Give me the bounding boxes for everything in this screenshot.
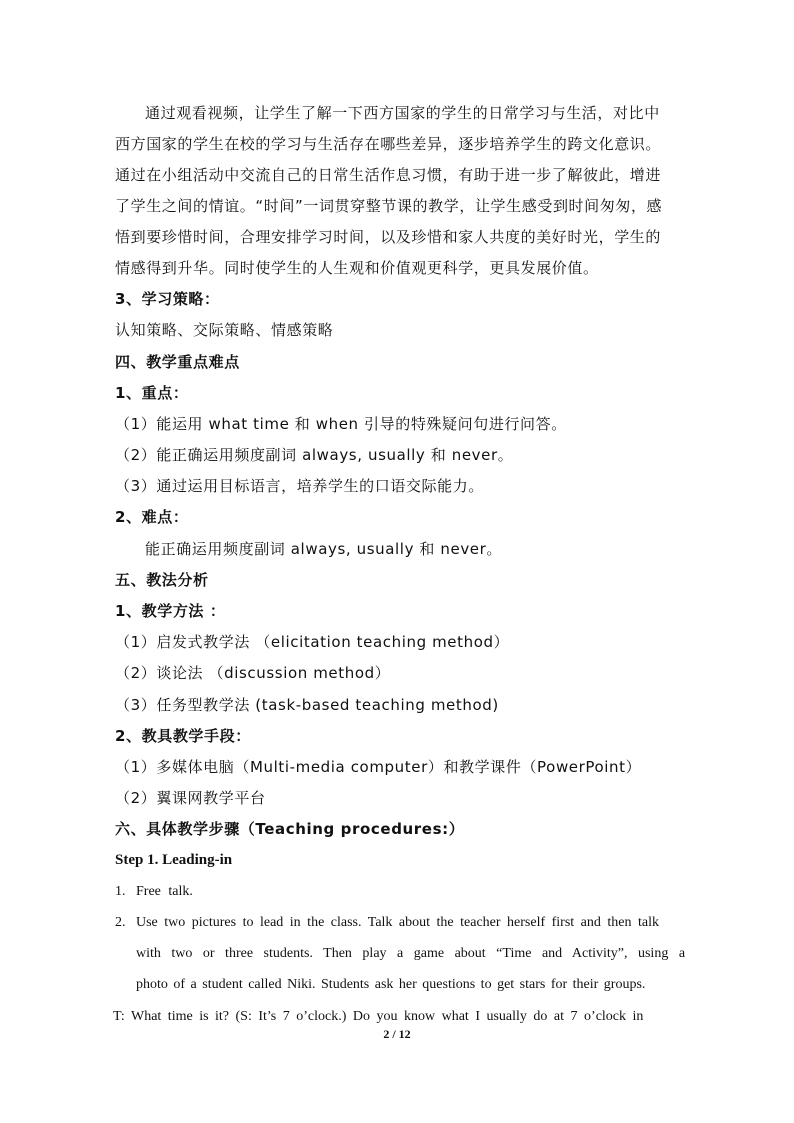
step1-item-2-line-2: with two or three students. Then play a game about “Time and Activity”, using a: [136, 946, 686, 961]
keypoint-item-1: （1）能运用 what time 和 when 引导的特殊疑问句进行问答。: [115, 415, 567, 433]
step1-title: Step 1. Leading-in: [115, 852, 233, 868]
section-6-title: 六、具体教学步骤（Teaching procedures:）: [115, 820, 465, 838]
paragraph-line-2: 西方国家的学生在校的学习与生活存在哪些差异，逐步培养学生的跨文化意识。: [115, 135, 662, 153]
tools-item-1: （1）多媒体电脑（Multi-media computer）和教学课件（PowerPoint）: [115, 758, 642, 776]
difficulty-text: 能正确运用频度副词 always, usually 和 never。: [145, 540, 502, 558]
section-5-title: 五、教法分析: [115, 571, 209, 589]
keypoint-title: 1、重点：: [115, 384, 189, 402]
step1-item-2-line-1: Use two pictures to lead in the class. Talk about the teacher herself first and then talk: [136, 915, 659, 930]
step1-item-1-number: 1.: [115, 884, 126, 899]
page-number: 2 / 12: [383, 1027, 411, 1041]
keypoint-item-3: （3）通过运用目标语言，培养学生的口语交际能力。: [115, 477, 484, 495]
section-4-title: 四、教学重点难点: [115, 353, 240, 371]
dialogue-line: T: What time is it? (S: It’s 7 o’clock.) Do you know what I usually do at 7 o’clock in: [113, 1009, 644, 1024]
method-item-3: （3）任务型教学法 (task-based teaching method): [115, 696, 499, 714]
paragraph-line-3: 通过在小组活动中交流自己的日常生活作息习惯，有助于进一步了解彼此，增进: [115, 166, 662, 184]
paragraph-line-4: 了学生之间的情谊。“时间”一词贯穿整节课的教学，让学生感受到时间匆匆，感: [115, 197, 663, 215]
tools-item-2: （2）翼课网教学平台: [115, 789, 266, 807]
keypoint-item-2: （2）能正确运用频度副词 always, usually 和 never。: [115, 446, 514, 464]
paragraph-line-1: 通过观看视频，让学生了解一下西方国家的学生的日常学习与生活，对比中: [145, 104, 660, 122]
step1-item-2-number: 2.: [115, 915, 126, 930]
heading-learning-strategy: 3、学习策略：: [115, 290, 220, 308]
method-item-1: （1）启发式教学法 （elicitation teaching method）: [115, 633, 510, 651]
tools-title: 2、教具教学手段：: [115, 727, 251, 745]
difficulty-title: 2、难点：: [115, 508, 189, 526]
strategy-text: 认知策略、交际策略、情感策略: [115, 321, 334, 339]
paragraph-line-5: 悟到要珍惜时间，合理安排学习时间，以及珍惜和家人共度的美好时光，学生的: [115, 228, 662, 246]
method-item-2: （2）谈论法 （discussion method）: [115, 664, 391, 682]
step1-item-1-text: Free talk.: [136, 884, 193, 899]
paragraph-line-6: 情感得到升华。同时使学生的人生观和价值观更科学，更具发展价值。: [115, 259, 599, 277]
step1-item-2-line-3: photo of a student called Niki. Students ask her questions to get stars for their groups.: [136, 977, 646, 992]
method-title: 1、教学方法 ：: [115, 602, 226, 620]
